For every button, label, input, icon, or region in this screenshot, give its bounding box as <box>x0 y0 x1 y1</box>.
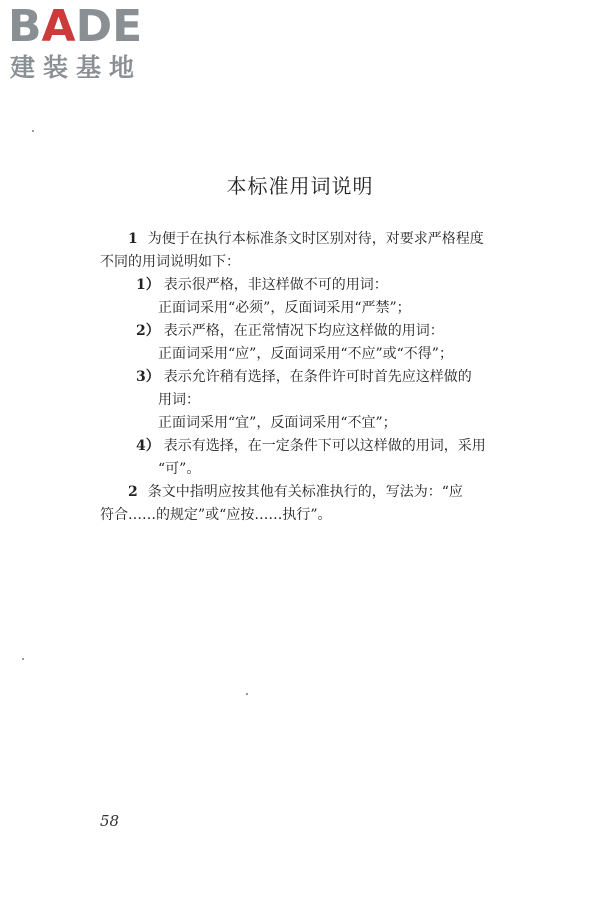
list-item-text: 表示很严格，非这样做不可的用词： <box>163 277 388 293</box>
logo-letters-de: DE <box>75 1 143 52</box>
page-title: 本标准用词说明 <box>226 174 374 198</box>
paragraph-text: 条文中指明应按其他有关标准执行的，写法为：“应 <box>147 484 463 500</box>
list-item-text: 表示允许稍有选择，在条件许可时首先应这样做的 <box>163 369 472 385</box>
list-item-number: 4） <box>136 438 160 454</box>
logo-letter-b: B <box>8 1 42 52</box>
list-item-3-detail: 正面词采用“宜”，反面词采用“不宜”； <box>158 415 397 431</box>
list-item-1 <box>100 274 532 297</box>
list-item-1-detail: 正面词采用“必须”，反面词采用“严禁”； <box>158 300 411 316</box>
paragraph-2-line-2: 符合……的规定”或“应按……执行”。 <box>100 507 332 523</box>
list-item-text: 表示有选择，在一定条件下可以这样做的用词，采用 <box>163 438 486 454</box>
list-item-number: 3） <box>136 369 160 385</box>
paragraph-number: 2 <box>128 484 138 500</box>
list-item-3-continuation: 用词： <box>158 392 200 408</box>
scan-speck <box>246 693 248 695</box>
list-item-number: 1） <box>136 277 160 293</box>
bade-logo <box>8 1 178 84</box>
logo-mark <box>8 1 178 52</box>
paragraph-2-line-1 <box>100 481 532 504</box>
logo-letter-a: A <box>41 1 76 52</box>
logo-subtitle: 建装基地 <box>10 53 143 82</box>
scan-speck <box>32 130 34 132</box>
list-item-2-detail: 正面词采用“应”，反面词采用“不应”或“不得”； <box>158 346 453 362</box>
page-number: 58 <box>100 812 120 830</box>
list-item-3 <box>100 366 532 389</box>
list-item-4-continuation: “可”。 <box>158 461 201 477</box>
paragraph-1-line-1 <box>100 228 532 251</box>
list-item-number: 2） <box>136 323 160 339</box>
list-item-2 <box>100 320 532 343</box>
scan-speck <box>22 658 24 660</box>
paragraph-1-line-2: 不同的用词说明如下： <box>100 254 240 270</box>
paragraph-number: 1 <box>128 231 138 247</box>
document-body <box>100 228 532 527</box>
list-item-text: 表示严格，在正常情况下均应这样做的用词： <box>163 323 444 339</box>
paragraph-text: 为便于在执行本标准条文时区别对待，对要求严格程度 <box>147 231 484 247</box>
list-item-4 <box>100 435 532 458</box>
